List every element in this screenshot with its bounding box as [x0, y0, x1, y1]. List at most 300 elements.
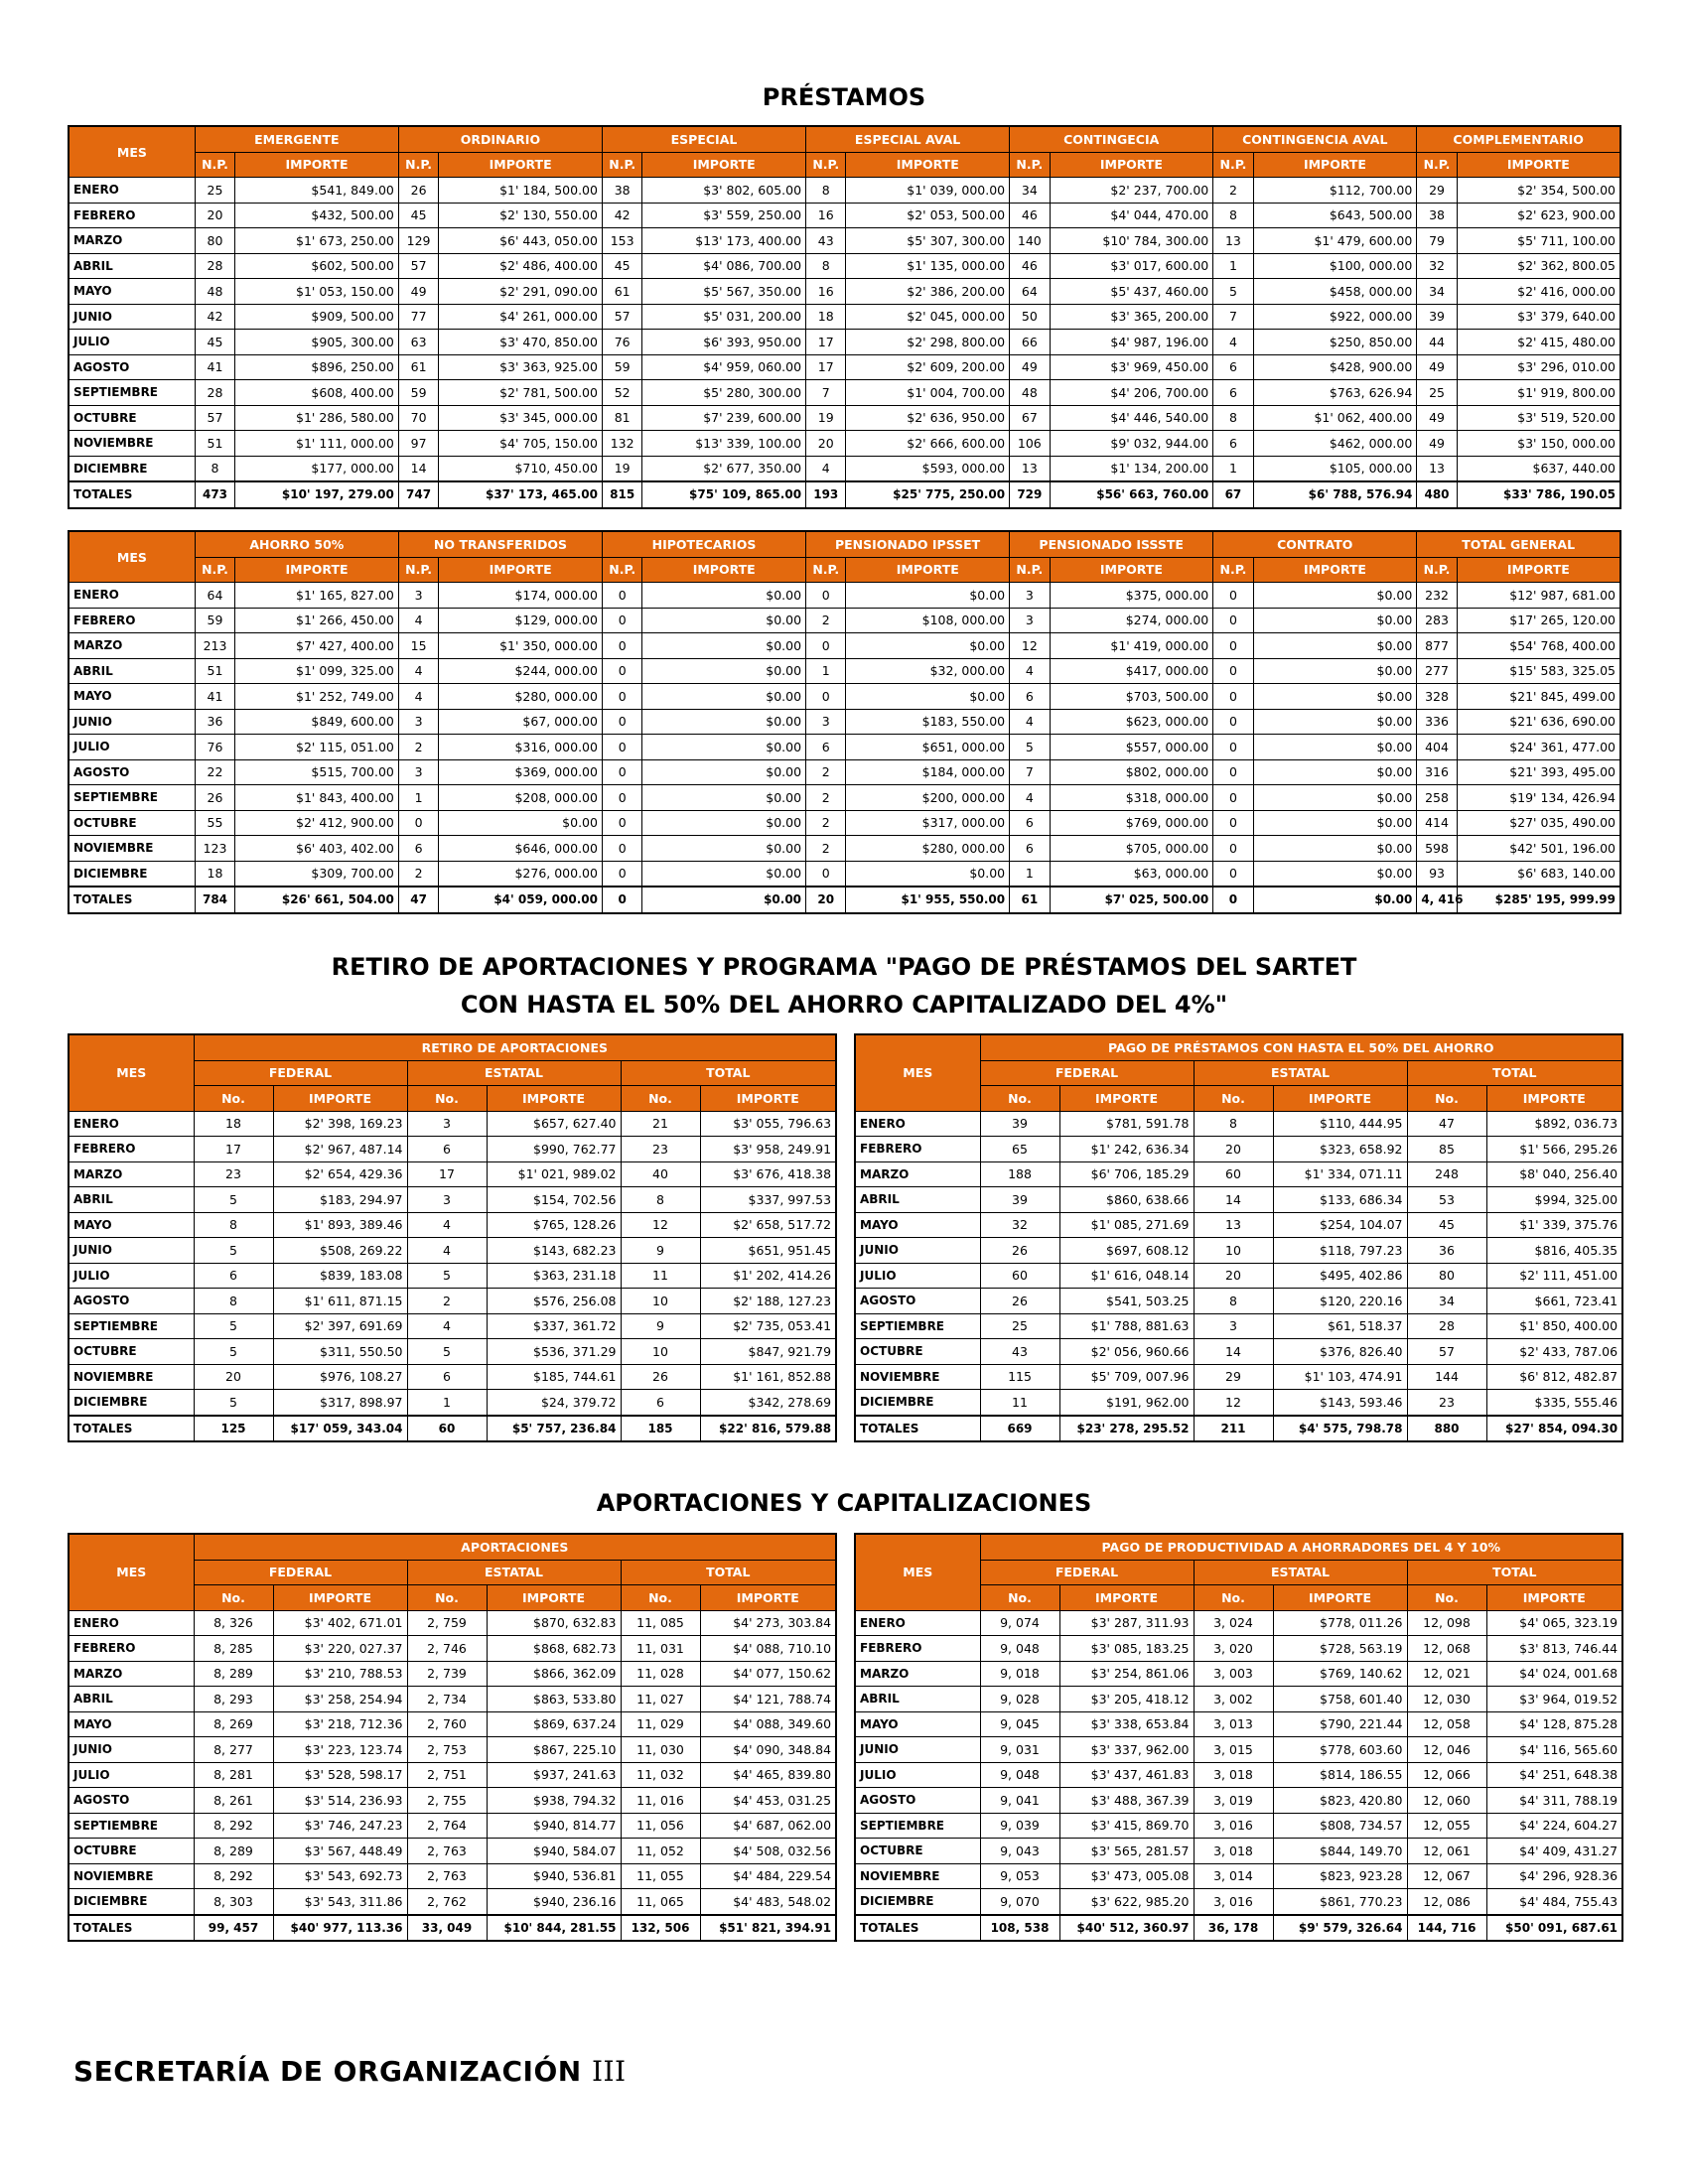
amount-cell: $849, 600.00: [235, 709, 399, 735]
estatal-header: ESTATAL: [407, 1560, 621, 1585]
count-cell: 5: [1010, 735, 1050, 760]
amount-cell: $1' 616, 048.14: [1059, 1263, 1194, 1289]
amount-cell: $337, 361.72: [487, 1313, 621, 1339]
amount-cell: $2' 609, 200.00: [846, 354, 1010, 380]
totals-row: [855, 1416, 1622, 1442]
amount-cell: $1' 266, 450.00: [235, 608, 399, 633]
count-cell: 80: [195, 228, 234, 254]
amount-cell: $3' 223, 123.74: [273, 1737, 407, 1763]
mes-header: MES: [69, 126, 195, 178]
amount-cell: $13' 339, 100.00: [642, 431, 806, 457]
np-header: N.P.: [195, 152, 234, 178]
table-row: [69, 861, 1620, 887]
table-row: [69, 1687, 836, 1712]
count-cell: 1: [806, 658, 846, 684]
count-cell: 140: [1010, 228, 1050, 254]
month-cell: FEBRERO: [69, 608, 195, 633]
count-cell: 29: [1194, 1364, 1273, 1390]
month-cell: NOVIEMBRE: [855, 1364, 980, 1390]
count-cell: 61: [602, 279, 641, 305]
month-cell: ABRIL: [855, 1187, 980, 1213]
table-row: [855, 1212, 1622, 1238]
count-cell: 8, 326: [194, 1610, 273, 1636]
count-cell: 12, 046: [1407, 1737, 1486, 1763]
count-cell: 0: [602, 861, 641, 887]
amount-cell: $6' 403, 402.00: [235, 836, 399, 862]
amount-cell: $4' 311, 788.19: [1486, 1788, 1622, 1814]
amount-total: $22' 816, 579.88: [700, 1416, 836, 1442]
no-header: No.: [1194, 1585, 1273, 1611]
footer: [73, 2055, 627, 2088]
amount-cell: $2' 130, 550.00: [439, 203, 603, 228]
table-row: [69, 1711, 836, 1737]
table-row: [69, 1839, 836, 1864]
amount-cell: $3' 055, 796.63: [700, 1111, 836, 1137]
amount-cell: $1' 103, 474.91: [1273, 1364, 1407, 1390]
count-cell: 12: [621, 1212, 700, 1238]
amount-cell: $758, 601.40: [1273, 1687, 1407, 1712]
amount-cell: $6' 706, 185.29: [1059, 1161, 1194, 1187]
count-total: 60: [407, 1416, 487, 1442]
count-total: 784: [195, 887, 234, 913]
header-blank: [69, 1534, 194, 1560]
np-header: N.P.: [806, 557, 846, 583]
count-cell: 13: [1213, 228, 1253, 254]
importe-header: IMPORTE: [700, 1585, 836, 1611]
count-cell: 0: [602, 633, 641, 659]
month-cell: AGOSTO: [855, 1289, 980, 1314]
month-cell: NOVIEMBRE: [69, 836, 195, 862]
count-cell: 6: [1213, 380, 1253, 406]
count-cell: 11, 028: [621, 1661, 700, 1687]
amount-cell: $0.00: [1253, 836, 1417, 862]
amount-cell: $120, 220.16: [1273, 1289, 1407, 1314]
amount-total: $37' 173, 465.00: [439, 481, 603, 508]
amount-cell: $867, 225.10: [487, 1737, 621, 1763]
count-total: 815: [602, 481, 641, 508]
count-cell: 2: [806, 836, 846, 862]
month-cell: ABRIL: [69, 253, 195, 279]
retiro-heading-line-2: CON HASTA EL 50% DEL AHORRO CAPITALIZADO DEL 4%": [460, 991, 1228, 1019]
count-cell: 4: [407, 1238, 487, 1264]
count-cell: 5: [194, 1390, 273, 1416]
count-cell: 6: [1010, 684, 1050, 710]
amount-cell: $428, 900.00: [1253, 354, 1417, 380]
month-cell: MAYO: [69, 1212, 194, 1238]
section-header: PAGO DE PRODUCTIVIDAD A AHORRADORES DEL 4 Y 10%: [980, 1534, 1622, 1560]
count-cell: 46: [1010, 203, 1050, 228]
table-row: [855, 1687, 1622, 1712]
table-row: [69, 1238, 836, 1264]
count-total: 61: [1010, 887, 1050, 913]
table-row: [69, 1289, 836, 1314]
group-header: CONTINGECIA: [1010, 126, 1213, 152]
table-row: [855, 1762, 1622, 1788]
count-cell: 59: [602, 354, 641, 380]
count-cell: 3, 015: [1194, 1737, 1273, 1763]
aportaciones-heading: APORTACIONES Y CAPITALIZACIONES: [596, 1489, 1092, 1517]
count-total: 669: [980, 1416, 1059, 1442]
count-cell: 4: [1213, 330, 1253, 355]
amount-cell: $0.00: [846, 583, 1010, 609]
count-cell: 4: [407, 1212, 487, 1238]
mes-header: MES: [69, 1060, 194, 1086]
amount-cell: $7' 239, 600.00: [642, 405, 806, 431]
totals-row: [69, 1915, 836, 1942]
amount-cell: $4' 261, 000.00: [439, 304, 603, 330]
count-cell: 51: [195, 431, 234, 457]
importe-header: IMPORTE: [439, 557, 603, 583]
month-cell: MARZO: [69, 1661, 194, 1687]
count-cell: 77: [398, 304, 438, 330]
count-cell: 4: [407, 1313, 487, 1339]
count-cell: 248: [1407, 1161, 1486, 1187]
count-cell: 25: [980, 1313, 1059, 1339]
table-row: [855, 1839, 1622, 1864]
count-cell: 5: [194, 1187, 273, 1213]
table-row: [69, 405, 1620, 431]
count-cell: 106: [1010, 431, 1050, 457]
count-cell: 5: [194, 1313, 273, 1339]
count-cell: 45: [1407, 1212, 1486, 1238]
amount-cell: $9' 032, 944.00: [1050, 431, 1213, 457]
amount-cell: $651, 951.45: [700, 1238, 836, 1264]
table-row: [69, 304, 1620, 330]
table-row: [855, 1636, 1622, 1662]
importe-header: IMPORTE: [1050, 152, 1213, 178]
amount-cell: $1' 788, 881.63: [1059, 1313, 1194, 1339]
count-cell: 18: [806, 304, 846, 330]
count-cell: 0: [602, 759, 641, 785]
count-cell: 8: [195, 456, 234, 481]
mes-header: MES: [855, 1060, 980, 1086]
amount-cell: $2' 045, 000.00: [846, 304, 1010, 330]
amount-cell: $1' 339, 375.76: [1486, 1212, 1622, 1238]
count-cell: 3: [398, 759, 438, 785]
estatal-header: ESTATAL: [1194, 1560, 1407, 1585]
count-cell: 4: [1010, 658, 1050, 684]
amount-cell: $909, 500.00: [235, 304, 399, 330]
count-cell: 49: [1417, 405, 1457, 431]
count-cell: 2, 763: [407, 1863, 487, 1889]
table-row: [69, 1187, 836, 1213]
count-cell: 26: [621, 1364, 700, 1390]
amount-cell: $868, 682.73: [487, 1636, 621, 1662]
amount-cell: $769, 140.62: [1273, 1661, 1407, 1687]
header-blank: [855, 1534, 980, 1560]
amount-cell: $342, 278.69: [700, 1390, 836, 1416]
amount-cell: $3' 676, 418.38: [700, 1161, 836, 1187]
no-header: No.: [1407, 1585, 1486, 1611]
count-cell: 3, 018: [1194, 1762, 1273, 1788]
amount-cell: $697, 608.12: [1059, 1238, 1194, 1264]
amount-cell: $0.00: [1253, 759, 1417, 785]
count-cell: 16: [806, 203, 846, 228]
count-cell: 80: [1407, 1263, 1486, 1289]
table-row: [855, 1364, 1622, 1390]
count-cell: 2, 739: [407, 1661, 487, 1687]
group-header: HIPOTECARIOS: [602, 531, 805, 557]
amount-cell: $839, 183.08: [273, 1263, 407, 1289]
amount-cell: $323, 658.92: [1273, 1137, 1407, 1162]
total-header: TOTAL: [1407, 1560, 1622, 1585]
amount-cell: $105, 000.00: [1253, 456, 1417, 481]
table-row: [69, 1788, 836, 1814]
amount-cell: $536, 371.29: [487, 1339, 621, 1365]
amount-cell: $1' 242, 636.34: [1059, 1137, 1194, 1162]
count-cell: 11, 031: [621, 1636, 700, 1662]
table-row: [69, 1339, 836, 1365]
count-cell: 43: [806, 228, 846, 254]
count-cell: 11, 055: [621, 1863, 700, 1889]
count-cell: 8, 277: [194, 1737, 273, 1763]
count-cell: 12, 067: [1407, 1863, 1486, 1889]
amount-cell: $0.00: [439, 810, 603, 836]
no-header: No.: [980, 1585, 1059, 1611]
amount-cell: $6' 683, 140.00: [1457, 861, 1620, 887]
month-cell: ABRIL: [69, 1687, 194, 1712]
amount-cell: $4' 224, 604.27: [1486, 1813, 1622, 1839]
count-total: 747: [398, 481, 438, 508]
amount-cell: $7' 427, 400.00: [235, 633, 399, 659]
group-header: AHORRO 50%: [195, 531, 398, 557]
amount-total: $26' 661, 504.00: [235, 887, 399, 913]
month-cell: AGOSTO: [69, 1289, 194, 1314]
count-cell: 2: [806, 810, 846, 836]
table-row: [69, 633, 1620, 659]
mes-header: MES: [69, 531, 195, 583]
month-cell: SEPTIEMBRE: [69, 1813, 194, 1839]
count-cell: 34: [1010, 178, 1050, 204]
table-row: [69, 354, 1620, 380]
amount-cell: $0.00: [642, 608, 806, 633]
no-header: No.: [621, 1585, 700, 1611]
count-cell: 32: [980, 1212, 1059, 1238]
header-blank: [69, 1034, 194, 1060]
count-cell: 5: [407, 1263, 487, 1289]
count-total: 33, 049: [407, 1915, 487, 1942]
month-cell: JULIO: [69, 330, 195, 355]
count-cell: 5: [194, 1238, 273, 1264]
month-cell: SEPTIEMBRE: [855, 1813, 980, 1839]
count-cell: 64: [1010, 279, 1050, 305]
count-cell: 16: [806, 279, 846, 305]
amount-cell: $4' 508, 032.56: [700, 1839, 836, 1864]
aportaciones-table: [68, 1533, 837, 1942]
count-cell: 6: [1213, 354, 1253, 380]
count-cell: 28: [195, 380, 234, 406]
count-cell: 5: [407, 1339, 487, 1365]
amount-cell: $4' 273, 303.84: [700, 1610, 836, 1636]
amount-cell: $254, 104.07: [1273, 1212, 1407, 1238]
amount-cell: $4' 484, 755.43: [1486, 1889, 1622, 1915]
count-cell: 3, 020: [1194, 1636, 1273, 1662]
table-row: [855, 1390, 1622, 1416]
amount-cell: $2' 398, 169.23: [273, 1111, 407, 1137]
count-cell: 34: [1417, 279, 1457, 305]
amount-cell: $3' 218, 712.36: [273, 1711, 407, 1737]
count-cell: 6: [398, 836, 438, 862]
importe-header: IMPORTE: [1486, 1086, 1622, 1112]
prestamos-table-2: [68, 530, 1621, 914]
amount-cell: $576, 256.08: [487, 1289, 621, 1314]
count-cell: 8, 285: [194, 1636, 273, 1662]
amount-cell: $185, 744.61: [487, 1364, 621, 1390]
amount-cell: $0.00: [642, 658, 806, 684]
np-header: N.P.: [1010, 152, 1050, 178]
footer-roman: III: [591, 2055, 627, 2088]
amount-cell: $3' 287, 311.93: [1059, 1610, 1194, 1636]
count-cell: 11, 065: [621, 1889, 700, 1915]
amount-cell: $183, 550.00: [846, 709, 1010, 735]
month-cell: SEPTIEMBRE: [69, 380, 195, 406]
count-cell: 3, 002: [1194, 1687, 1273, 1712]
amount-cell: $200, 000.00: [846, 785, 1010, 811]
federal-header: FEDERAL: [980, 1560, 1194, 1585]
count-cell: 5: [1213, 279, 1253, 305]
amount-total: $4' 575, 798.78: [1273, 1416, 1407, 1442]
table-row: [69, 1636, 836, 1662]
table-row: [69, 759, 1620, 785]
count-cell: 2, 751: [407, 1762, 487, 1788]
count-cell: 0: [1213, 735, 1253, 760]
table-row: [69, 836, 1620, 862]
count-cell: 8: [806, 253, 846, 279]
month-cell: JULIO: [69, 1762, 194, 1788]
amount-total: $10' 844, 281.55: [487, 1915, 621, 1942]
month-cell: JUNIO: [69, 1737, 194, 1763]
month-cell: MARZO: [69, 228, 195, 254]
count-cell: 23: [194, 1161, 273, 1187]
section-header: PAGO DE PRÉSTAMOS CON HASTA EL 50% DEL AHORRO: [980, 1034, 1622, 1060]
count-cell: 336: [1417, 709, 1457, 735]
table-row: [69, 178, 1620, 204]
count-cell: 8: [194, 1289, 273, 1314]
amount-total: $9' 579, 326.64: [1273, 1915, 1407, 1942]
month-cell: SEPTIEMBRE: [855, 1313, 980, 1339]
count-cell: 25: [195, 178, 234, 204]
count-cell: 19: [602, 456, 641, 481]
table-row: [69, 1813, 836, 1839]
count-total: 193: [806, 481, 846, 508]
amount-total: $51' 821, 394.91: [700, 1915, 836, 1942]
count-cell: 65: [980, 1137, 1059, 1162]
amount-cell: $0.00: [1253, 608, 1417, 633]
amount-cell: $765, 128.26: [487, 1212, 621, 1238]
table-row: [69, 1889, 836, 1915]
amount-cell: $274, 000.00: [1050, 608, 1213, 633]
amount-cell: $0.00: [642, 633, 806, 659]
no-header: No.: [407, 1585, 487, 1611]
amount-cell: $191, 962.00: [1059, 1390, 1194, 1416]
amount-cell: $4' 090, 348.84: [700, 1737, 836, 1763]
amount-cell: $5' 567, 350.00: [642, 279, 806, 305]
count-cell: 0: [602, 709, 641, 735]
table-row: [69, 684, 1620, 710]
count-cell: 22: [195, 759, 234, 785]
amount-cell: $67, 000.00: [439, 709, 603, 735]
month-cell: ENERO: [855, 1111, 980, 1137]
amount-cell: $4' 453, 031.25: [700, 1788, 836, 1814]
amount-cell: $0.00: [1253, 684, 1417, 710]
amount-total: $0.00: [1253, 887, 1417, 913]
amount-cell: $63, 000.00: [1050, 861, 1213, 887]
count-cell: 55: [195, 810, 234, 836]
count-cell: 2, 760: [407, 1711, 487, 1737]
section-header: APORTACIONES: [194, 1534, 836, 1560]
month-cell: SEPTIEMBRE: [69, 785, 195, 811]
amount-cell: $3' 473, 005.08: [1059, 1863, 1194, 1889]
table-row: [69, 253, 1620, 279]
count-cell: 38: [1417, 203, 1457, 228]
amount-cell: $363, 231.18: [487, 1263, 621, 1289]
month-cell: JUNIO: [69, 709, 195, 735]
count-cell: 39: [980, 1111, 1059, 1137]
count-cell: 129: [398, 228, 438, 254]
count-cell: 3: [407, 1111, 487, 1137]
amount-cell: $3' 543, 692.73: [273, 1863, 407, 1889]
count-cell: 4: [398, 608, 438, 633]
amount-cell: $2' 677, 350.00: [642, 456, 806, 481]
count-cell: 70: [398, 405, 438, 431]
table-row: [69, 279, 1620, 305]
count-cell: 40: [621, 1161, 700, 1187]
amount-cell: $2' 666, 600.00: [846, 431, 1010, 457]
count-total: 480: [1417, 481, 1457, 508]
importe-header: IMPORTE: [1253, 557, 1417, 583]
amount-cell: $5' 711, 100.00: [1457, 228, 1620, 254]
count-cell: 153: [602, 228, 641, 254]
no-header: No.: [980, 1086, 1059, 1112]
count-cell: 6: [806, 735, 846, 760]
table-row: [855, 1813, 1622, 1839]
count-cell: 2, 763: [407, 1839, 487, 1864]
count-cell: 11, 027: [621, 1687, 700, 1712]
month-cell: MAYO: [855, 1711, 980, 1737]
totals-label: TOTALES: [69, 481, 195, 508]
amount-cell: $861, 770.23: [1273, 1889, 1407, 1915]
amount-cell: $994, 325.00: [1486, 1187, 1622, 1213]
amount-cell: $177, 000.00: [235, 456, 399, 481]
amount-cell: $10' 784, 300.00: [1050, 228, 1213, 254]
amount-cell: $280, 000.00: [439, 684, 603, 710]
table-row: [69, 431, 1620, 457]
amount-cell: $2' 237, 700.00: [1050, 178, 1213, 204]
count-cell: 12: [1194, 1390, 1273, 1416]
count-cell: 0: [1213, 633, 1253, 659]
amount-cell: $317, 898.97: [273, 1390, 407, 1416]
month-cell: JULIO: [855, 1762, 980, 1788]
amount-cell: $4' 296, 928.36: [1486, 1863, 1622, 1889]
amount-cell: $814, 186.55: [1273, 1762, 1407, 1788]
month-cell: DICIEMBRE: [855, 1889, 980, 1915]
table-row: [855, 1313, 1622, 1339]
amount-cell: $0.00: [642, 709, 806, 735]
month-cell: ENERO: [69, 1610, 194, 1636]
no-header: No.: [1194, 1086, 1273, 1112]
table-row: [855, 1863, 1622, 1889]
count-cell: 9, 045: [980, 1711, 1059, 1737]
amount-cell: $2' 354, 500.00: [1457, 178, 1620, 204]
count-cell: 0: [806, 633, 846, 659]
amount-cell: $3' 567, 448.49: [273, 1839, 407, 1864]
importe-header: IMPORTE: [846, 152, 1010, 178]
count-cell: 6: [194, 1263, 273, 1289]
amount-cell: $2' 386, 200.00: [846, 279, 1010, 305]
np-header: N.P.: [398, 557, 438, 583]
amount-cell: $12' 987, 681.00: [1457, 583, 1620, 609]
count-cell: 8, 281: [194, 1762, 273, 1788]
